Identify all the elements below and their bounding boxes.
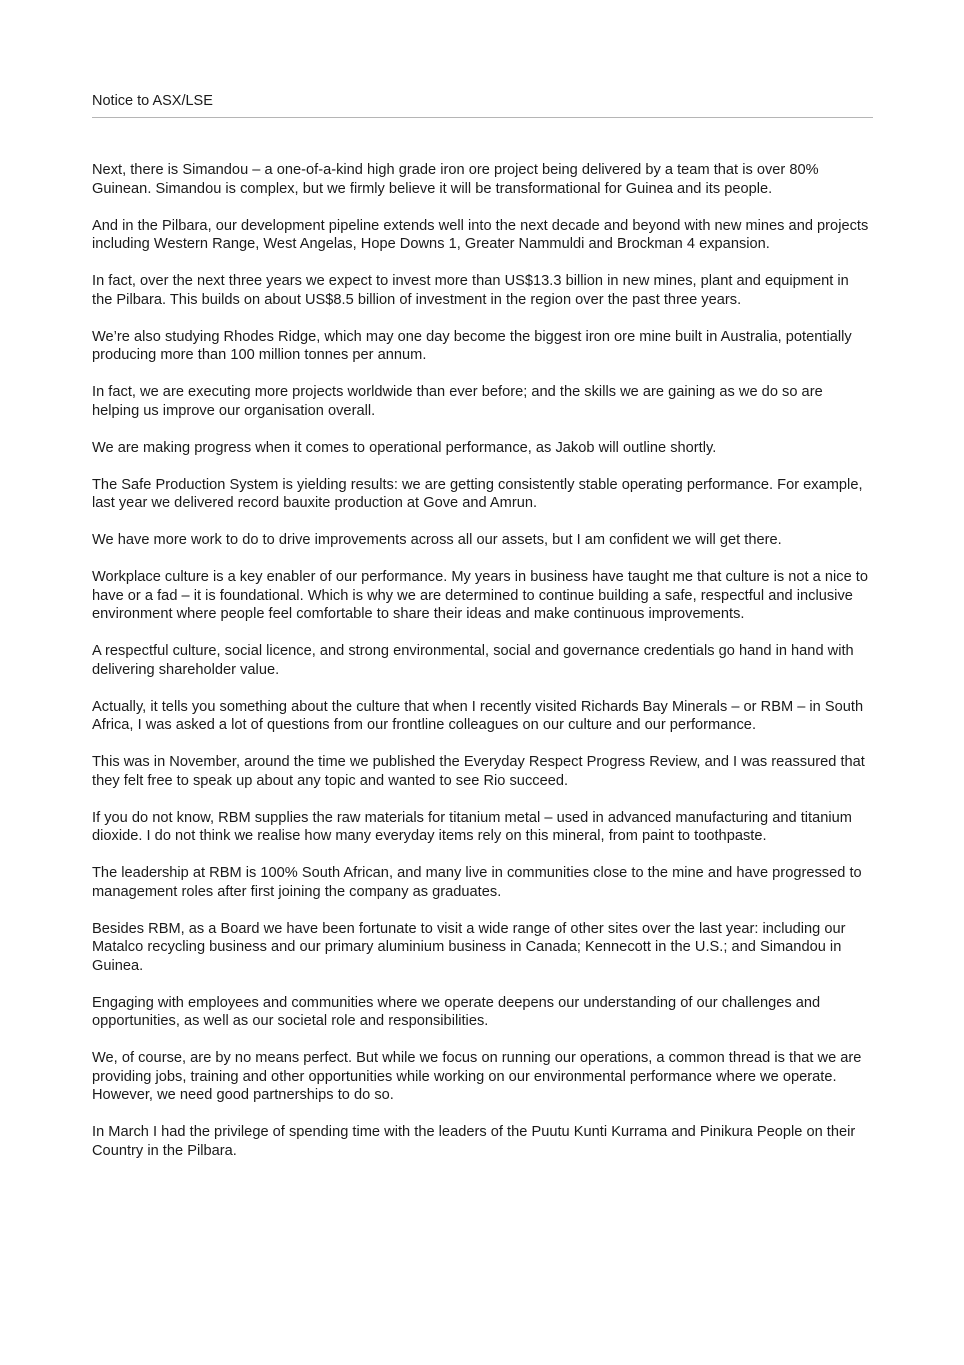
paragraph: In fact, we are executing more projects worldwide than ever before; and the skills we are gaining as we do so are helping us improve our organisation overall. xyxy=(92,384,823,419)
paragraph: The Safe Production System is yielding results: we are getting consistently stable operating performance. For example, last year we delivered record bauxite production at Gove and Amrun. xyxy=(92,476,863,511)
paragraph: We are making progress when it comes to operational performance, as Jakob will outline shortly. xyxy=(92,439,717,456)
paragraph: We’re also studying Rhodes Ridge, which may one day become the biggest iron ore mine built in Australia, potentially producing more than 100 million tonnes per annum. xyxy=(92,328,852,363)
paragraph: This was in November, around the time we published the Everyday Respect Progress Review, and I was reassured that they felt free to speak up about any topic and wanted to see Rio succeed. xyxy=(92,754,865,789)
paragraph: Actually, it tells you something about the culture that when I recently visited Richards Bay Minerals – or RBM – in South Africa, I was asked a lot of questions from our frontline colleagues on our culture and our performance. xyxy=(92,698,864,733)
paragraph: In fact, over the next three years we expect to invest more than US$13.3 billion in new mines, plant and equipment in the Pilbara. This builds on about US$8.5 billion of investment in the region over the past three years. xyxy=(92,273,849,308)
document-header: Notice to ASX/LSE xyxy=(92,93,213,109)
paragraph: Engaging with employees and communities where we operate deepens our understanding of our challenges and opportunities, as well as our societal role and responsibilities. xyxy=(92,994,821,1029)
paragraph: If you do not know, RBM supplies the raw materials for titanium metal – used in advanced manufacturing and titanium dioxide. I do not think we realise how many everyday items rely on this mineral, from paint to toothpaste. xyxy=(92,809,852,844)
paragraph: We, of course, are by no means perfect. But while we focus on running our operations, a common thread is that we are providing jobs, training and other opportunities while working on our environmental performance where we operate. However, we need good partnerships to do so. xyxy=(92,1050,862,1103)
paragraph: Besides RBM, as a Board we have been fortunate to visit a wide range of other sites over the last year: including our Matalco recycling business and our primary aluminium business in Canada; Kennecott in the U.S.; and Simandou in Guinea. xyxy=(92,920,846,974)
paragraph: In March I had the privilege of spending time with the leaders of the Puutu Kunti Kurrama and Pinikura People on their Country in the Pilbara. xyxy=(92,1124,856,1159)
document-body xyxy=(92,161,873,1179)
paragraph: Workplace culture is a key enabler of our performance. My years in business have taught me that culture is not a nice to have or a fad – it is foundational. Which is why we are determined to continue building a safe, respectful and inclusive environment where people feel comfortable to share their ideas and make continuous improvements. xyxy=(92,569,868,622)
paragraph: The leadership at RBM is 100% South African, and many live in communities close to the mine and have progressed to management roles after first joining the company as graduates. xyxy=(92,865,862,900)
paragraph: And in the Pilbara, our development pipeline extends well into the next decade and beyond with new mines and projects including Western Range, West Angelas, Hope Downs 1, Greater Nammuldi and Brockman 4 expansion. xyxy=(92,217,869,252)
paragraph: Next, there is Simandou – a one-of-a-kind high grade iron ore project being delivered by a team that is over 80% Guinean. Simandou is complex, but we firmly believe it will be transformational for Guinea and its people. xyxy=(92,162,819,197)
header-divider xyxy=(92,117,873,118)
paragraph: A respectful culture, social licence, and strong environmental, social and governance credentials go hand in hand with delivering shareholder value. xyxy=(92,643,854,678)
paragraph: We have more work to do to drive improvements across all our assets, but I am confident we will get there. xyxy=(92,532,782,548)
